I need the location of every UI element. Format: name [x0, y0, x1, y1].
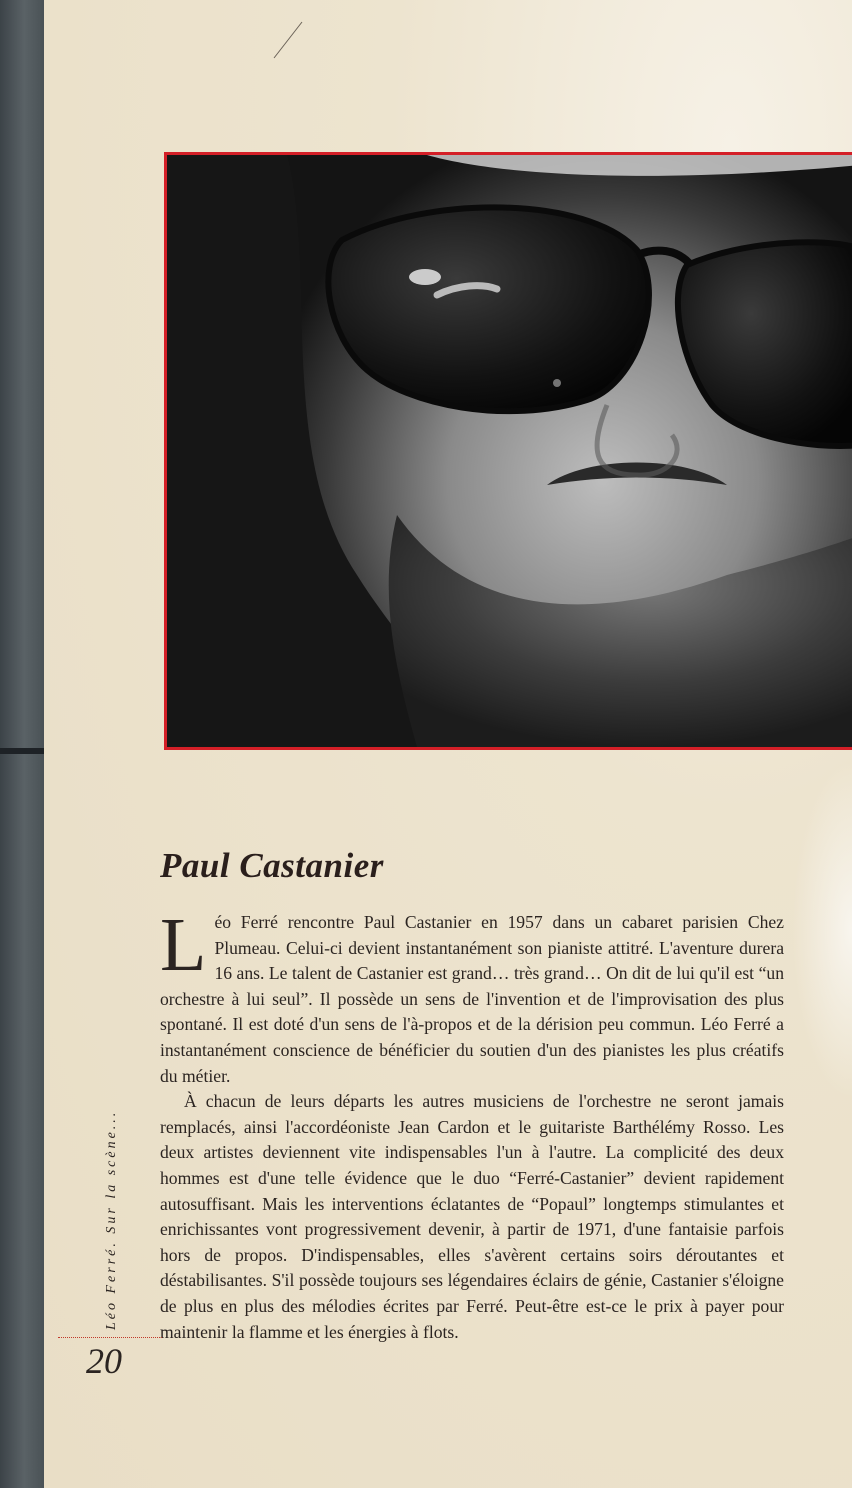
book-spine: [0, 0, 44, 1488]
portrait-photo: [164, 152, 852, 750]
page-glare: [792, 760, 852, 1100]
paragraph-1-text: éo Ferré rencontre Paul Castanier en 1957 dans un cabaret parisien Chez Plumeau. Celui-ci devient instantanément son pianiste attitré. L'aventure durera 16 ans. Le talent de Castanier est grand… très grand… On dit de lui qu'il est “un orchestre à lui seul”. Il possède un sens de l'invention et de l'improvisation des plus spontané. Il est doté d'un sens de l'à-propos et de la dérision peu commun. Léo Ferré a instantanément conscience de bénéficier du soutien d'un des pianistes les plus créatifs du métier.: [160, 912, 784, 1086]
page-number: 20: [86, 1341, 122, 1381]
spine-gap: [0, 748, 44, 754]
footer-divider: [58, 1337, 162, 1338]
drop-cap: L: [160, 903, 207, 987]
running-title: Léo Ferré. Sur la scène...: [104, 1109, 119, 1330]
paragraph-2: À chacun de leurs départs les autres musiciens de l'orchestre ne seront jamais remplacés, ainsi l'accordéoniste Jean Cardon et le guitariste Barthélémy Rosso. Les deux artistes deviennent vite indispensables l'un à l'autre. La complicité des deux hommes est d'une telle évidence que le duo “Ferré-Castanier” devient rapidement autosuffisant. Mais les interventions éclatantes de “Popaul” longtemps stimulantes et enrichissantes vont progressivement devenir, à partir de 1971, d'une fantaisie parfois hors de propos. D'indispensables, elles s'avèrent certains soirs déroutantes et déstabilisantes. S'il possède toujours ses légendaires éclairs de génie, Castanier s'éloigne de plus en plus des mélodies écrites par Ferré. Peut-être est-ce le prix à payer pour maintenir la flamme et les énergies à flots.: [160, 1091, 784, 1342]
pencil-mark: [270, 20, 306, 60]
article-title: Paul Castanier: [160, 846, 384, 885]
portrait-image: [167, 155, 852, 747]
paragraph-1: [160, 903, 784, 1089]
article-body: [160, 903, 784, 1345]
